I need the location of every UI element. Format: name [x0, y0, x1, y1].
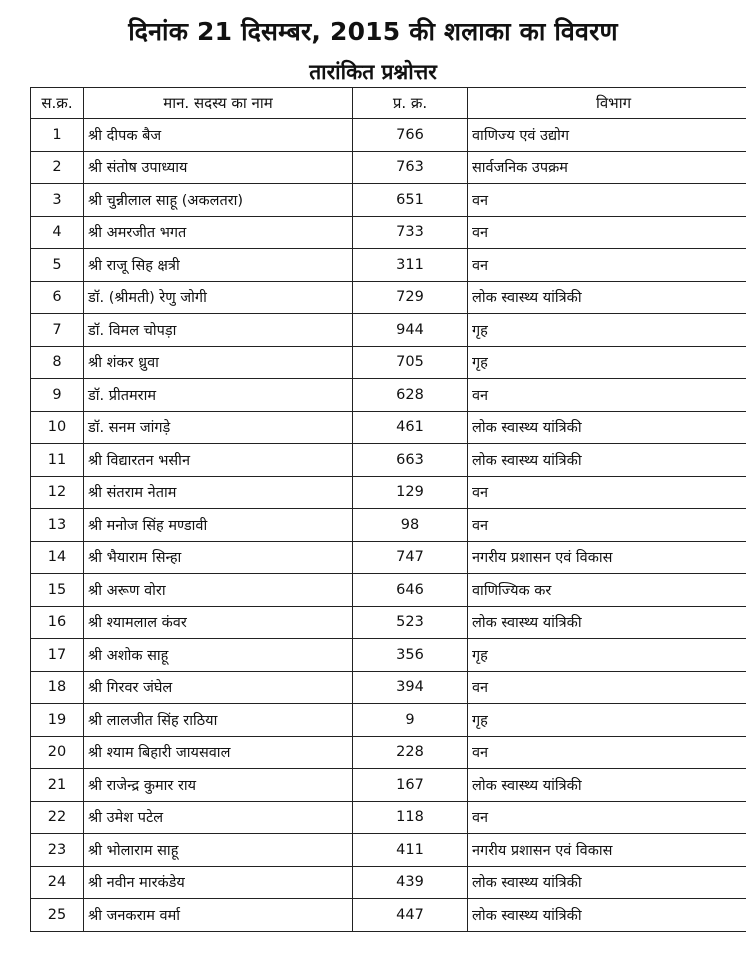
cell-serial: 19 [31, 704, 84, 737]
cell-member-name: श्री लालजीत सिंह राठिया [84, 704, 353, 737]
cell-member-name: श्री अरूण वोरा [84, 574, 353, 607]
cell-member-name: डॉ. सनम जांगड़े [84, 411, 353, 444]
cell-department: नगरीय प्रशासन एवं विकास [468, 834, 746, 867]
cell-question-number: 9 [353, 704, 468, 737]
table-row [31, 346, 746, 379]
cell-serial: 21 [31, 769, 84, 802]
cell-serial: 17 [31, 639, 84, 672]
cell-department: सार्वजनिक उपक्रम [468, 151, 746, 184]
cell-member-name: श्री चुन्नीलाल साहू (अकलतरा) [84, 184, 353, 217]
cell-department: लोक स्वास्थ्य यांत्रिकी [468, 866, 746, 899]
cell-department: लोक स्वास्थ्य यांत्रिकी [468, 899, 746, 932]
cell-serial: 25 [31, 899, 84, 932]
cell-question-number: 763 [353, 151, 468, 184]
table-row [31, 574, 746, 607]
cell-serial: 2 [31, 151, 84, 184]
cell-department: वन [468, 379, 746, 412]
cell-member-name: डॉ. (श्रीमती) रेणु जोगी [84, 281, 353, 314]
cell-serial: 24 [31, 866, 84, 899]
cell-department: वन [468, 509, 746, 542]
cell-member-name: श्री राजू सिह क्षत्री [84, 249, 353, 282]
cell-serial: 9 [31, 379, 84, 412]
cell-question-number: 663 [353, 444, 468, 477]
cell-department: वन [468, 736, 746, 769]
cell-department: नगरीय प्रशासन एवं विकास [468, 541, 746, 574]
cell-question-number: 628 [353, 379, 468, 412]
cell-question-number: 228 [353, 736, 468, 769]
table-row [31, 379, 746, 412]
table-body [31, 119, 746, 932]
cell-member-name: श्री शंकर ध्रुवा [84, 346, 353, 379]
cell-member-name: डॉ. प्रीतमराम [84, 379, 353, 412]
cell-serial: 3 [31, 184, 84, 217]
cell-member-name: श्री विद्यारतन भसीन [84, 444, 353, 477]
cell-member-name: श्री अशोक साहू [84, 639, 353, 672]
cell-member-name: श्री राजेन्द्र कुमार राय [84, 769, 353, 802]
cell-department: गृह [468, 704, 746, 737]
cell-department: लोक स्वास्थ्य यांत्रिकी [468, 411, 746, 444]
cell-member-name: श्री दीपक बैज [84, 119, 353, 152]
cell-member-name: डॉ. विमल चोपड़ा [84, 314, 353, 347]
table-row [31, 704, 746, 737]
cell-question-number: 311 [353, 249, 468, 282]
column-header-department: विभाग [468, 88, 746, 119]
table-row [31, 314, 746, 347]
cell-department: वन [468, 801, 746, 834]
cell-serial: 15 [31, 574, 84, 607]
table-row [31, 509, 746, 542]
cell-question-number: 766 [353, 119, 468, 152]
cell-member-name: श्री भैयाराम सिन्हा [84, 541, 353, 574]
cell-serial: 4 [31, 216, 84, 249]
cell-serial: 14 [31, 541, 84, 574]
cell-question-number: 733 [353, 216, 468, 249]
table-row [31, 184, 746, 217]
cell-department: गृह [468, 346, 746, 379]
column-header-member-name: मान. सदस्य का नाम [84, 88, 353, 119]
cell-member-name: श्री उमेश पटेल [84, 801, 353, 834]
table-row [31, 866, 746, 899]
cell-question-number: 651 [353, 184, 468, 217]
table-row [31, 476, 746, 509]
cell-serial: 1 [31, 119, 84, 152]
cell-question-number: 118 [353, 801, 468, 834]
table-row [31, 834, 746, 867]
cell-serial: 7 [31, 314, 84, 347]
cell-serial: 23 [31, 834, 84, 867]
cell-question-number: 98 [353, 509, 468, 542]
cell-member-name: श्री श्यामलाल कंवर [84, 606, 353, 639]
cell-serial: 13 [31, 509, 84, 542]
cell-question-number: 439 [353, 866, 468, 899]
page-title: दिनांक 21 दिसम्बर, 2015 की शलाका का विवरण [128, 17, 618, 46]
table-row [31, 899, 746, 932]
cell-member-name: श्री मनोज सिंह मण्डावी [84, 509, 353, 542]
table-row [31, 606, 746, 639]
table-row [31, 671, 746, 704]
cell-serial: 6 [31, 281, 84, 314]
cell-question-number: 167 [353, 769, 468, 802]
column-header-question-number: प्र. क्र. [353, 88, 468, 119]
cell-member-name: श्री अमरजीत भगत [84, 216, 353, 249]
table-row [31, 216, 746, 249]
cell-member-name: श्री संतोष उपाध्याय [84, 151, 353, 184]
cell-question-number: 461 [353, 411, 468, 444]
cell-question-number: 356 [353, 639, 468, 672]
cell-department: गृह [468, 639, 746, 672]
cell-department: वन [468, 476, 746, 509]
table-row [31, 444, 746, 477]
cell-question-number: 705 [353, 346, 468, 379]
cell-question-number: 411 [353, 834, 468, 867]
table-row [31, 249, 746, 282]
table-row [31, 769, 746, 802]
cell-department: वाणिज्यिक कर [468, 574, 746, 607]
cell-question-number: 447 [353, 899, 468, 932]
cell-department: लोक स्वास्थ्य यांत्रिकी [468, 281, 746, 314]
cell-serial: 5 [31, 249, 84, 282]
table-row [31, 736, 746, 769]
cell-department: वन [468, 184, 746, 217]
table-row [31, 119, 746, 152]
cell-member-name: श्री गिरवर जंघेल [84, 671, 353, 704]
table-header-row [31, 88, 746, 119]
cell-serial: 12 [31, 476, 84, 509]
cell-serial: 22 [31, 801, 84, 834]
cell-serial: 11 [31, 444, 84, 477]
cell-question-number: 646 [353, 574, 468, 607]
cell-member-name: श्री भोलाराम साहू [84, 834, 353, 867]
table-row [31, 639, 746, 672]
cell-department: लोक स्वास्थ्य यांत्रिकी [468, 606, 746, 639]
table-row [31, 541, 746, 574]
cell-department: वन [468, 216, 746, 249]
cell-department: वाणिज्य एवं उद्योग [468, 119, 746, 152]
cell-member-name: श्री नवीन मारकंडेय [84, 866, 353, 899]
cell-member-name: श्री श्याम बिहारी जायसवाल [84, 736, 353, 769]
cell-department: लोक स्वास्थ्य यांत्रिकी [468, 769, 746, 802]
column-header-serial: स.क्र. [31, 88, 84, 119]
cell-serial: 20 [31, 736, 84, 769]
cell-department: वन [468, 249, 746, 282]
page-subtitle: तारांकित प्रश्नोत्तर [309, 60, 437, 84]
cell-serial: 8 [31, 346, 84, 379]
cell-department: गृह [468, 314, 746, 347]
cell-question-number: 944 [353, 314, 468, 347]
cell-member-name: श्री संतराम नेताम [84, 476, 353, 509]
cell-question-number: 747 [353, 541, 468, 574]
cell-serial: 16 [31, 606, 84, 639]
table-row [31, 151, 746, 184]
table-row [31, 801, 746, 834]
cell-department: वन [468, 671, 746, 704]
table-row [31, 281, 746, 314]
member-question-table [30, 87, 746, 932]
cell-question-number: 394 [353, 671, 468, 704]
cell-serial: 10 [31, 411, 84, 444]
cell-question-number: 129 [353, 476, 468, 509]
cell-question-number: 729 [353, 281, 468, 314]
cell-question-number: 523 [353, 606, 468, 639]
cell-department: लोक स्वास्थ्य यांत्रिकी [468, 444, 746, 477]
cell-serial: 18 [31, 671, 84, 704]
cell-member-name: श्री जनकराम वर्मा [84, 899, 353, 932]
table-row [31, 411, 746, 444]
